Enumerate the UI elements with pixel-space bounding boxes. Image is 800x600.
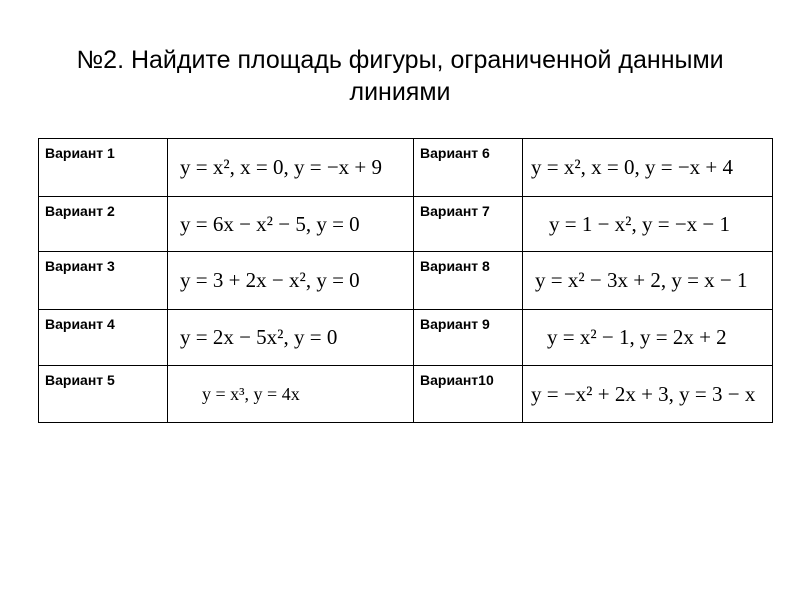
formula: y = 1 − x², y = −x − 1 (549, 211, 731, 236)
formula-cell (523, 197, 773, 252)
formula-cell (523, 310, 773, 366)
formula: y = x² − 1, y = 2x + 2 (547, 325, 727, 349)
table-row (39, 366, 773, 423)
table-row (39, 252, 773, 310)
table-row (39, 310, 773, 366)
formula-cell (168, 366, 414, 423)
formula: y = x³, y = 4x (202, 383, 300, 404)
variant-label: Вариант 3 (39, 252, 168, 310)
page-title (40, 44, 760, 108)
formula-cell (523, 366, 773, 423)
formula: y = x² − 3x + 2, y = x − 1 (535, 268, 748, 292)
formula: y = 6x − x² − 5, y = 0 (180, 211, 360, 236)
table-row (39, 197, 773, 252)
formula: y = −x² + 2x + 3, y = 3 − x (531, 381, 756, 406)
formula: y = 2x − 5x², y = 0 (180, 325, 338, 349)
variant-label: Вариант 9 (414, 310, 523, 366)
variant-label: Вариант 8 (414, 252, 523, 310)
formula: y = x², x = 0, y = −x + 4 (531, 155, 734, 179)
variant-label: Вариант 4 (39, 310, 168, 366)
formula-cell (523, 252, 773, 310)
variant-label: Вариант 1 (39, 139, 168, 197)
formula: y = 3 + 2x − x², y = 0 (180, 268, 360, 292)
variant-label: Вариант10 (414, 366, 523, 423)
variant-label: Вариант 6 (414, 139, 523, 197)
formula: y = x², x = 0, y = −x + 9 (180, 155, 383, 179)
formula-cell (523, 139, 773, 197)
table-row (39, 139, 773, 197)
variant-label: Вариант 2 (39, 197, 168, 252)
formula-cell (168, 252, 414, 310)
variant-label: Вариант 5 (39, 366, 168, 423)
formula-cell (168, 139, 414, 197)
formula-cell (168, 310, 414, 366)
variant-label: Вариант 7 (414, 197, 523, 252)
formula-cell (168, 197, 414, 252)
variants-table (38, 138, 773, 423)
title-line-2: линиями (349, 78, 451, 106)
title-line-1: №2. Найдите площадь фигуры, ограниченной данными (76, 46, 724, 74)
